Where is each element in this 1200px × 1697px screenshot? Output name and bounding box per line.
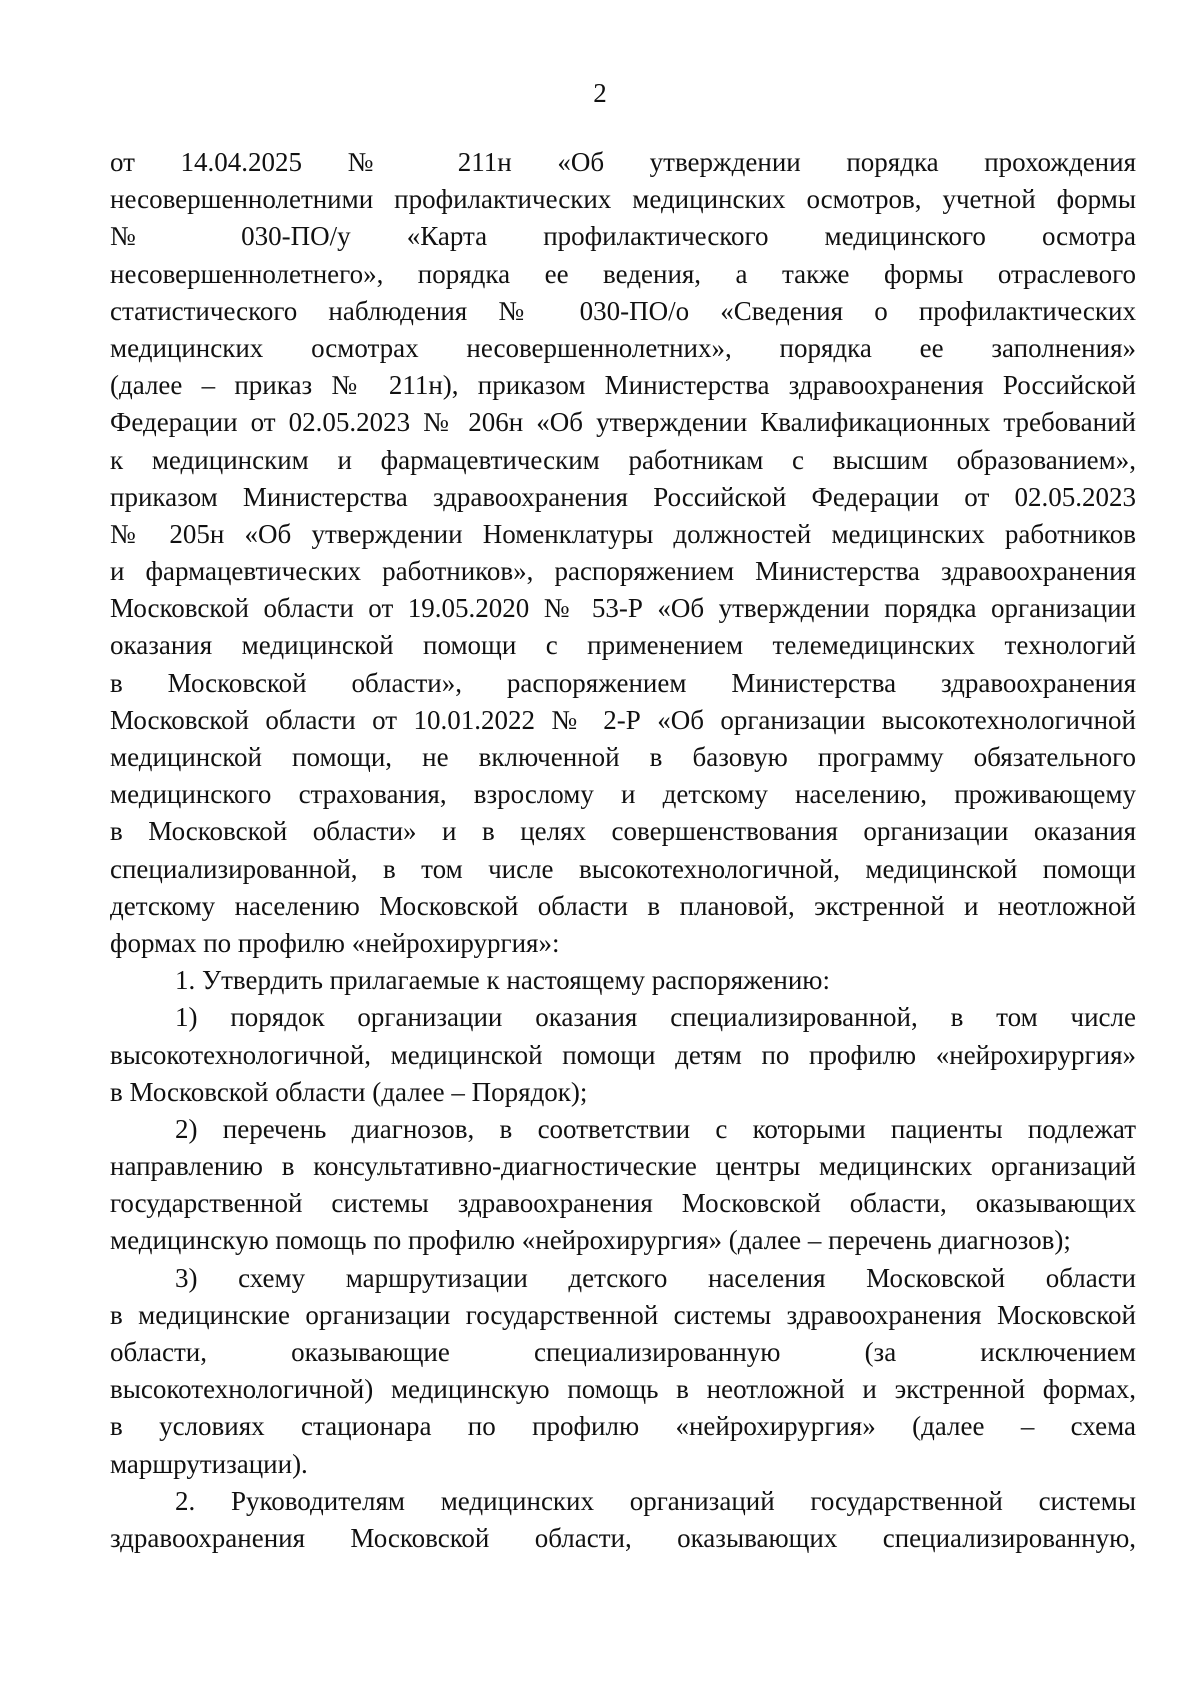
text-line: Московской области от 10.01.2022 № 2-Р «Об организации высокотехнологичной xyxy=(110,704,1136,735)
text-line: здравоохранения Московской области, оказывающих специализированную, xyxy=(110,1522,1136,1553)
text-line: медицинской помощи, не включенной в базовую программу обязательного xyxy=(110,742,1136,772)
document-body xyxy=(110,144,1136,1557)
text-line: статистического наблюдения № 030-ПО/о «Сведения о профилактических xyxy=(110,295,1136,326)
text-line: приказом Министерства здравоохранения Российской Федерации от 02.05.2023 xyxy=(110,481,1136,512)
text-line: в Московской области (далее – Порядок); xyxy=(110,1076,588,1107)
text-line: и фармацевтических работников», распоряжением Министерства здравоохранения xyxy=(110,556,1136,587)
text-line: высокотехнологичной) медицинскую помощь в неотложной и экстренной формах, xyxy=(110,1374,1136,1405)
text-line: несовершеннолетнего», порядка ее ведения, а также формы отраслевого xyxy=(110,258,1136,289)
text-line: высокотехнологичной, медицинской помощи детям по профилю «нейрохирургия» xyxy=(110,1039,1136,1070)
text-line: в Московской области» и в целях совершенствования организации оказания xyxy=(110,816,1136,847)
text-line: формах по профилю «нейрохирургия»: xyxy=(110,927,560,958)
text-line: № 030-ПО/у «Карта профилактического медицинского осмотра xyxy=(110,221,1136,252)
text-line: специализированной, в том числе высокотехнологичной, медицинской помощи xyxy=(110,853,1136,884)
text-line: 2) перечень диагнозов, в соответствии с которыми пациенты подлежат xyxy=(175,1113,1136,1144)
text-line: в медицинские организации государственной системы здравоохранения Московской xyxy=(110,1299,1136,1330)
text-line: 1) порядок организации оказания специализированной, в том числе xyxy=(175,1002,1136,1033)
text-line: детскому населению Московской области в плановой, экстренной и неотложной xyxy=(110,890,1136,921)
text-line: 1. Утвердить прилагаемые к настоящему распоряжению: xyxy=(175,965,830,996)
text-line: направлению в консультативно-диагностические центры медицинских организаций xyxy=(110,1151,1136,1182)
text-line: несовершеннолетними профилактических медицинских осмотров, учетной формы xyxy=(110,184,1136,215)
text-line: в Московской области», распоряжением Министерства здравоохранения xyxy=(110,667,1136,698)
text-line: маршрутизации). xyxy=(110,1448,308,1479)
page-number: 2 xyxy=(593,78,607,108)
text-line: к медицинским и фармацевтическим работникам с высшим образованием», xyxy=(110,444,1136,475)
text-line: медицинскую помощь по профилю «нейрохирургия» (далее – перечень диагнозов); xyxy=(110,1225,1071,1256)
text-line: области, оказывающие специализированную (за исключением xyxy=(110,1337,1136,1367)
text-line: 2. Руководителям медицинских организаций государственной системы xyxy=(175,1485,1136,1516)
text-line: от 14.04.2025 № 211н «Об утверждении порядка прохождения xyxy=(110,147,1136,177)
text-line: 3) схему маршрутизации детского населения Московской области xyxy=(175,1262,1136,1293)
text-line: оказания медицинской помощи с применением телемедицинских технологий xyxy=(110,630,1136,661)
text-line: № 205н «Об утверждении Номенклатуры должностей медицинских работников xyxy=(110,518,1136,549)
text-line: Московской области от 19.05.2020 № 53-Р «Об утверждении порядка организации xyxy=(110,593,1136,624)
text-line: Федерации от 02.05.2023 № 206н «Об утверждении Квалификационных требований xyxy=(110,407,1136,438)
text-line: в условиях стационара по профилю «нейрохирургия» (далее – схема xyxy=(110,1411,1136,1442)
text-line: государственной системы здравоохранения Московской области, оказывающих xyxy=(110,1188,1136,1219)
text-line: медицинских осмотрах несовершеннолетних», порядка ее заполнения» xyxy=(110,332,1136,363)
text-line: (далее – приказ № 211н), приказом Министерства здравоохранения Российской xyxy=(110,370,1136,401)
text-line: медицинского страхования, взрослому и детскому населению, проживающему xyxy=(110,779,1136,810)
